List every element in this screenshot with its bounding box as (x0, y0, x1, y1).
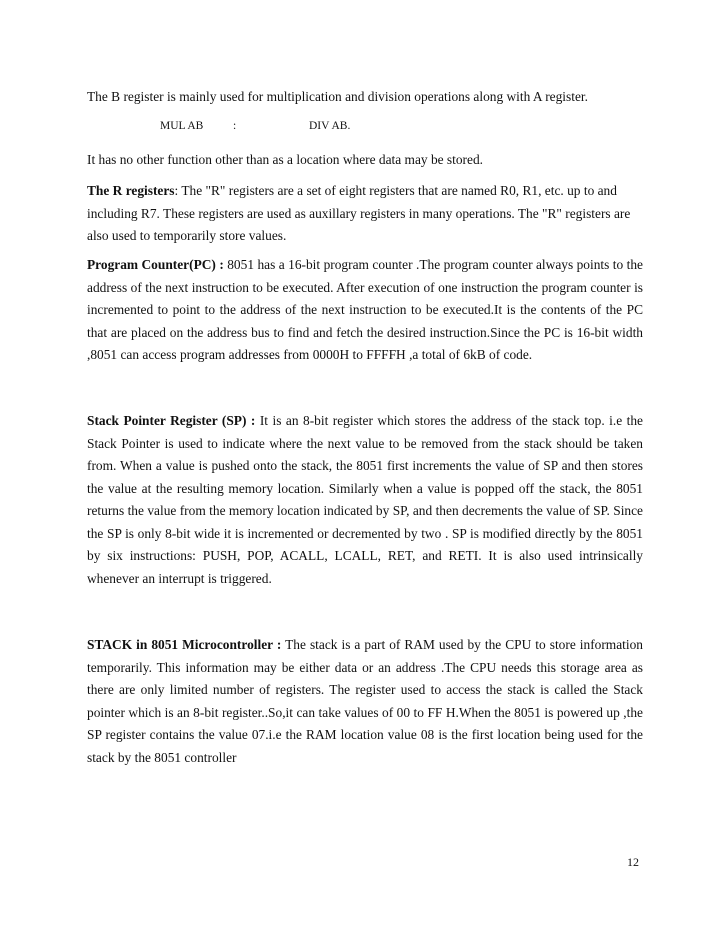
r-registers-body: The "R" registers are a set of eight registers that are named R0, R1, etc. up to and including R7. These registers are used as auxillary registers in many operations. The "R" registers are also used to temporarily store values. (87, 183, 631, 243)
stack-pointer-heading: Stack Pointer Register (SP) : (87, 413, 256, 428)
stack-8051-heading: STACK in 8051 Microcontroller : (87, 637, 282, 652)
no-other-function-line (87, 149, 643, 172)
colon-separator: : (233, 120, 237, 132)
r-registers-heading: The R registers (87, 183, 175, 198)
mul-ab-text: MUL AB (160, 120, 204, 132)
program-counter-heading: Program Counter(PC) : (87, 257, 224, 272)
program-counter-paragraph (87, 254, 643, 367)
no-other-function-text: It has no other function other than as a location where data may be stored. (87, 152, 484, 167)
stack-8051-body: The stack is a part of RAM used by the CPU to store information temporarily. This information may be either data or an address .The CPU needs this storage area as there are only limited number of registers. The register used to access the stack is called the Stack pointer which is an 8-bit register..So,it can take values of 00 to FF H.When the 8051 is powered up ,the SP register contains the value 07.i.e the RAM location value 08 is the first location being used for the stack by the 8051 controller (87, 637, 643, 765)
stack-pointer-paragraph (87, 410, 643, 590)
b-register-text: The B register is mainly used for multiplication and division operations along with A register. (87, 89, 588, 104)
stack-8051-paragraph (87, 634, 643, 769)
r-registers-colon: : (174, 183, 179, 198)
page-number: 12 (627, 855, 639, 869)
program-counter-body: 8051 has a 16-bit program counter .The program counter always points to the address of the next instruction to be executed. After execution of one instruction the program counter is incremented to point to the address of the next instruction to be executed.It is the contents of the PC that are placed on the address bus to find and fetch the desired instruction.Since the PC is 16-bit width ,8051 can access program addresses from 0000H to FFFFH ,a total of 6kB of code. (87, 257, 644, 362)
stack-pointer-body: It is an 8-bit register which stores the address of the stack top. i.e the Stack Pointer is used to indicate where the next value to be removed from the stack should be taken from. When a value is pushed onto the stack, the 8051 first increments the value of SP and then stores the value at the resulting memory location. Similarly when a value is popped off the stack, the 8051 returns the value from the memory location indicated by SP, and then decrements the value of SP. Since the SP is only 8-bit wide it is incremented or decremented by two . SP is modified directly by the 8051 by six instructions: PUSH, POP, ACALL, LCALL, RET, and RETI. It is also used intrinsically whenever an interrupt is triggered. (87, 413, 643, 586)
r-registers-paragraph (87, 180, 643, 248)
div-ab-text: DIV AB. (309, 120, 351, 132)
b-register-line (87, 86, 643, 109)
